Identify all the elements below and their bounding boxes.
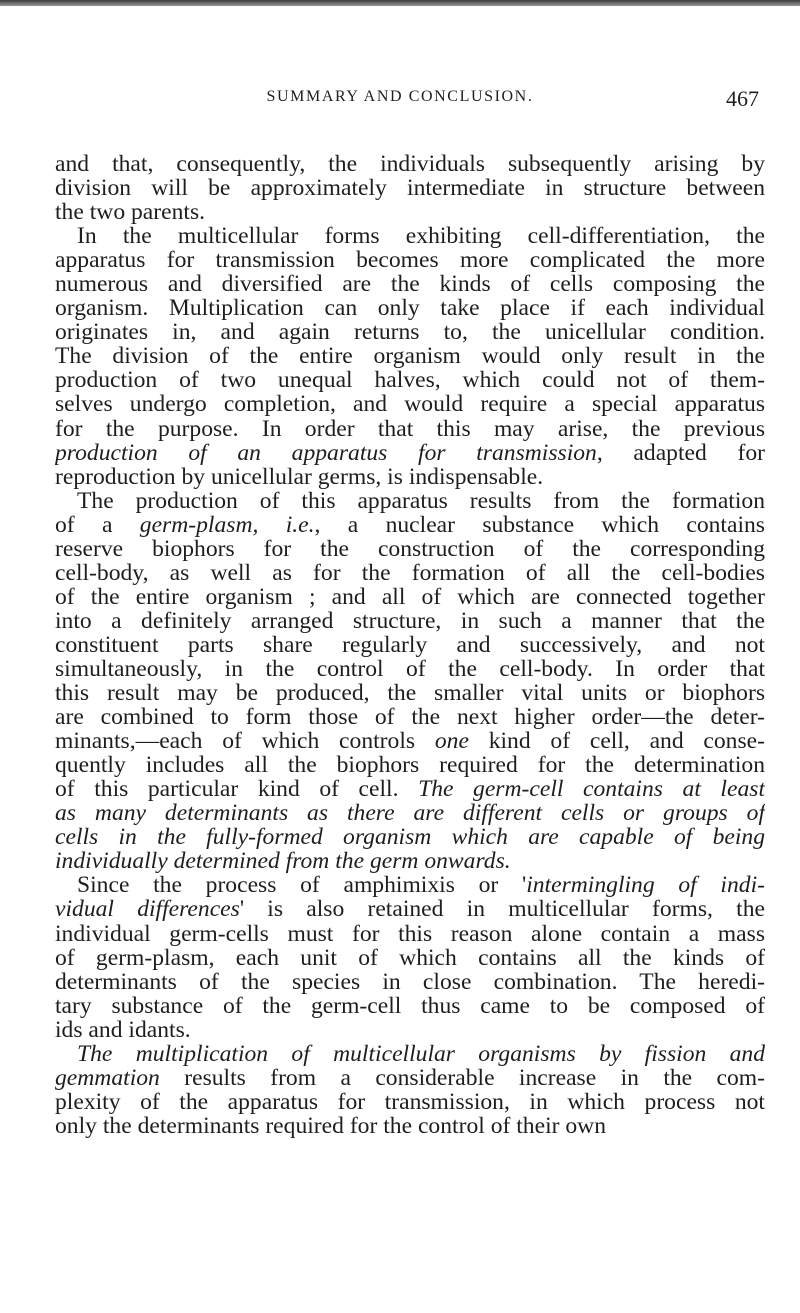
text-line [55, 1042, 765, 1066]
text-run: only the determinants required for the control of their own [55, 1113, 607, 1138]
text-run: kind of cell, and conse- [468, 729, 765, 754]
text-run: constituent parts share regularly and successively, and not [55, 632, 765, 657]
text-line [55, 729, 765, 753]
text-line [55, 753, 765, 777]
italic-text: as many determinants as there are different cells or groups of [55, 801, 765, 826]
text-line [55, 633, 765, 657]
text-line [55, 1018, 765, 1042]
top-border [0, 0, 800, 6]
text-run: , adapted for [596, 440, 765, 465]
text-line [55, 1114, 765, 1138]
text-line [55, 248, 765, 272]
text-run: Since the process of amphimixis or ' [77, 873, 527, 898]
italic-text: vidual differences [55, 897, 240, 922]
text-line [55, 849, 765, 873]
text-line [55, 1066, 765, 1090]
italic-text: intermingling of indi- [526, 873, 765, 898]
running-head: SUMMARY AND CONCLUSION. [266, 88, 534, 105]
text-run: originates in, and again returns to, the unicellular condition. [55, 320, 765, 345]
text-line [55, 441, 765, 465]
text-line [55, 994, 765, 1018]
text-line [55, 537, 765, 561]
italic-text: one [434, 729, 469, 754]
paragraph [55, 152, 765, 224]
italic-text: The germ-cell contains at least [418, 777, 765, 802]
text-line [55, 657, 765, 681]
italic-text: germ-plasm, i.e. [139, 512, 315, 537]
italic-text: cells in the fully-formed organism which are capable of being [55, 825, 765, 850]
text-line [55, 705, 765, 729]
text-line [55, 922, 765, 946]
text-run: The production of this apparatus results from the formation [77, 488, 765, 513]
text-run: of a [55, 512, 140, 537]
text-run: determinants of the species in close combination. The heredi- [55, 969, 765, 994]
text-line [55, 1090, 765, 1114]
text-run: cell-body, as well as for the formation of all the cell-bodies [55, 560, 765, 585]
text-run: organism. Multiplication can only take place if each individual [55, 296, 765, 321]
text-line [55, 970, 765, 994]
text-line [55, 344, 765, 368]
text-line [55, 585, 765, 609]
text-run: into a definitely arranged structure, in such a manner that the [55, 608, 765, 633]
text-run: for the purpose. In order that this may arise, the previous [55, 416, 765, 441]
text-run: the two parents. [55, 200, 206, 225]
text-line [55, 296, 765, 320]
text-run: of the entire organism ; and all of which are connected together [55, 584, 765, 609]
text-line [55, 200, 765, 224]
text-run: this result may be produced, the smaller vital units or biophors [55, 681, 765, 706]
text-run: quently includes all the biophors required for the determination [55, 753, 765, 778]
italic-text: production of an apparatus for transmission [55, 440, 597, 465]
text-run: ' is also retained in multicellular forms, the [239, 897, 765, 922]
text-line [55, 609, 765, 633]
text-run: reproduction by unicellular germs, is indispensable. [55, 464, 544, 489]
text-run: of germ-plasm, each unit of which contains all the kinds of [55, 945, 765, 970]
text-run: are combined to form those of the next higher order—the deter- [55, 705, 765, 730]
text-run: plexity of the apparatus for transmission, in which process not [55, 1089, 765, 1114]
paragraph [55, 873, 765, 1041]
text-run: selves undergo completion, and would require a special apparatus [55, 392, 765, 417]
page-header [0, 84, 800, 114]
text-run: numerous and diversified are the kinds of cells composing the [55, 272, 765, 297]
text-line [55, 392, 765, 416]
text-line [55, 801, 765, 825]
text-run: tary substance of the germ-cell thus came to be composed of [55, 993, 765, 1018]
text-run: simultaneously, in the control of the cell-body. In order that [55, 656, 765, 682]
text-line [55, 417, 765, 441]
body-text [55, 152, 765, 1138]
text-run: minants,—each of which controls [55, 729, 435, 754]
text-line [55, 465, 765, 489]
text-run: , a nuclear substance which contains [314, 512, 765, 537]
italic-text: gemmation [55, 1065, 160, 1090]
text-run: ids and idants. [55, 1017, 191, 1042]
text-run: of this particular kind of cell. [55, 777, 419, 802]
text-line [55, 152, 765, 176]
paragraph [55, 224, 765, 489]
text-line [55, 873, 765, 897]
text-line [55, 272, 765, 296]
text-line [55, 825, 765, 849]
text-run: apparatus for transmission becomes more complicated the more [55, 248, 765, 273]
text-line [55, 320, 765, 344]
text-line [55, 513, 765, 537]
text-run: The division of the entire organism would only result in the [55, 344, 765, 369]
text-line [55, 489, 765, 513]
paragraph [55, 1042, 765, 1138]
text-line [55, 897, 765, 921]
text-line [55, 368, 765, 392]
italic-text: The multiplication of multicellular organisms by fission and [77, 1041, 765, 1066]
text-line [55, 561, 765, 585]
text-run: and that, consequently, the individuals subsequently arising by [55, 152, 765, 177]
text-run: individual germ-cells must for this reason alone contain a mass [55, 921, 765, 946]
text-run: production of two unequal halves, which could not of them- [55, 368, 765, 393]
text-line [55, 946, 765, 970]
text-run: reserve biophors for the construction of the corresponding [55, 536, 765, 561]
text-line [55, 224, 765, 248]
italic-text: individually determined from the germ onwards. [55, 849, 511, 874]
text-run: division will be approximately intermediate in structure between [55, 176, 765, 201]
page-number: 467 [726, 86, 759, 111]
paragraph [55, 489, 765, 874]
text-line [55, 681, 765, 705]
text-run: In the multicellular forms exhibiting cell-differentiation, the [77, 224, 765, 249]
text-line [55, 777, 765, 801]
text-line [55, 176, 765, 200]
text-run: results from a considerable increase in the com- [159, 1065, 765, 1090]
